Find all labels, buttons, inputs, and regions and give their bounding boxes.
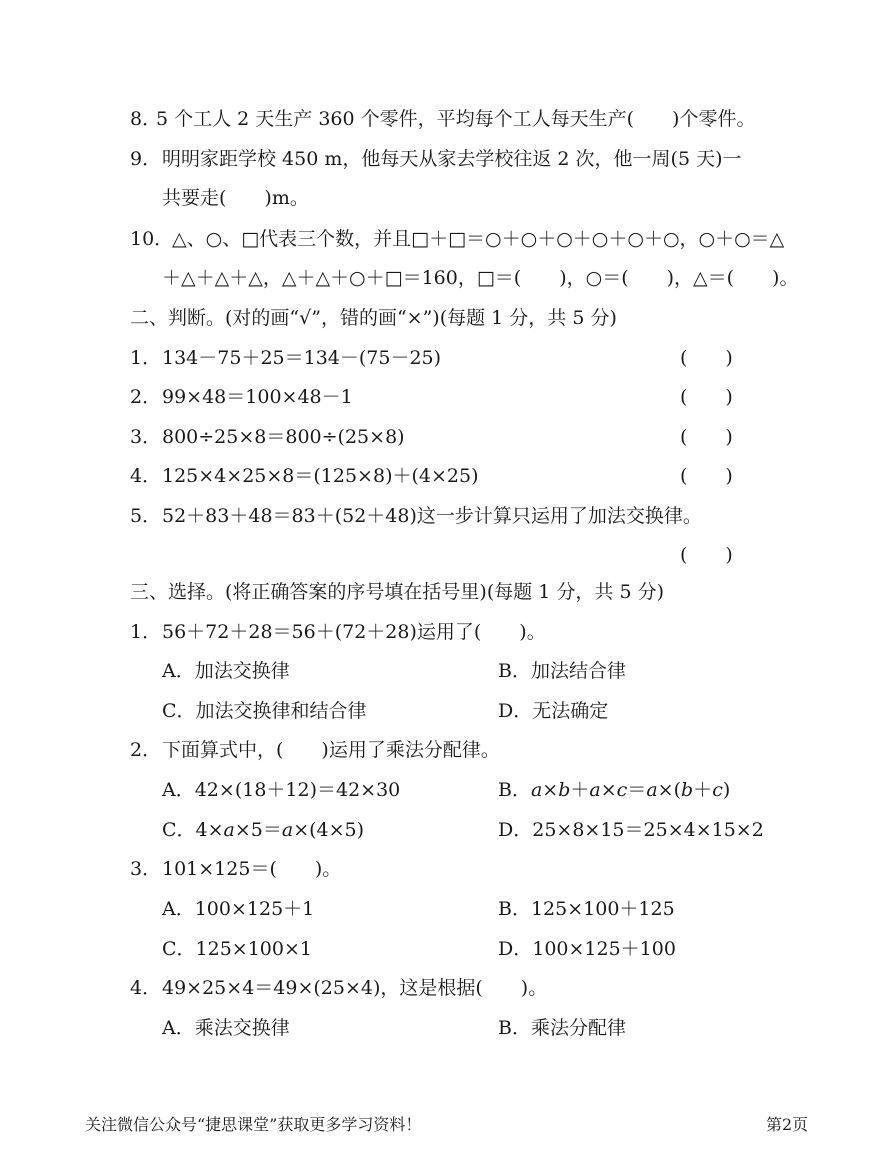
question-text: 52＋83＋48＝83＋(52＋48)这一步计算只运用了加法交换律。 — [162, 505, 702, 527]
question-text: 共要走( )m。 — [162, 187, 309, 209]
operator: × — [542, 779, 559, 801]
page-number: 第2页 — [766, 1115, 809, 1134]
section-heading-judge: 二、判断。(对的画“√”，错的画“×”)(每题 1 分，共 5 分) — [130, 307, 617, 329]
operator: ＋ — [570, 779, 590, 801]
operator: ＋ — [693, 779, 713, 801]
option-a[interactable]: A．加法交换律 — [162, 660, 290, 682]
question-text: 49×25×4＝49×(25×4)，这是根据( )。 — [162, 977, 548, 999]
answer-blank[interactable]: ( ) — [680, 426, 733, 448]
question-number: 3． — [130, 858, 162, 880]
section-heading-choice: 三、选择。(将正确答案的序号填在括号里)(每题 1 分，共 5 分) — [130, 581, 664, 603]
question-number: 8． — [130, 108, 162, 130]
question-text: ＋△＋△＋△，△＋△＋○＋□＝160，□＝( )，○＝( )，△＝( )。 — [162, 267, 799, 289]
variable-b: b — [681, 779, 694, 801]
question-number: 4． — [130, 977, 162, 999]
operator: ×( — [657, 779, 681, 801]
operator: ×(4×5) — [293, 819, 365, 841]
option-c[interactable]: C．125×100×1 — [162, 938, 312, 960]
question-text: 800÷25×8＝800÷(25×8) — [162, 426, 405, 448]
question-text: 125×4×25×8＝(125×8)＋(4×25) — [162, 465, 479, 487]
question-number: 5． — [130, 505, 162, 527]
option-c[interactable]: C．加法交换律和结合律 — [162, 700, 367, 722]
question-number: 3． — [130, 426, 162, 448]
option-b[interactable] — [498, 778, 730, 802]
variable-a: a — [589, 779, 601, 801]
question-text: 134－75＋25＝134－(75－25) — [162, 347, 442, 369]
question-number: 10． — [130, 228, 174, 250]
variable-c: c — [616, 779, 628, 801]
question-number: 9． — [130, 148, 162, 170]
answer-blank[interactable]: ( ) — [680, 386, 733, 408]
variable-a: a — [646, 779, 658, 801]
option-c[interactable] — [162, 818, 364, 842]
answer-blank[interactable]: ( ) — [680, 347, 733, 369]
question-text: 明明家距学校 450 m，他每天从家去学校往返 2 次，他一周(5 天)一 — [162, 148, 742, 170]
question-text: 下面算式中，( )运用了乘法分配律。 — [162, 739, 500, 761]
variable-c: c — [712, 779, 723, 801]
question-text: 101×125＝( )。 — [162, 858, 342, 880]
operator: ＝ — [627, 779, 647, 801]
option-b[interactable]: B．乘法分配律 — [498, 1017, 626, 1039]
option-b[interactable]: B．125×100＋125 — [498, 898, 675, 920]
question-number: 2． — [130, 739, 162, 761]
option-b[interactable]: B．加法结合律 — [498, 660, 626, 682]
option-c-label: C．4× — [162, 819, 224, 841]
question-text: △、○、□代表三个数，并且□＋□＝○＋○＋○＋○＋○＋○，○＋○＝△ — [172, 228, 785, 250]
option-a[interactable]: A．乘法交换律 — [162, 1017, 290, 1039]
variable-a: a — [530, 779, 543, 801]
operator: ) — [722, 779, 731, 801]
question-text: 99×48＝100×48－1 — [162, 386, 353, 408]
variable-a: a — [223, 819, 235, 841]
question-number: 1． — [130, 347, 162, 369]
question-number: 1． — [130, 621, 162, 643]
option-d[interactable]: D．25×8×15＝25×4×15×2 — [498, 819, 764, 841]
option-a[interactable]: A．42×(18＋12)＝42×30 — [162, 779, 401, 801]
question-number: 4． — [130, 465, 162, 487]
option-d[interactable]: D．无法确定 — [498, 700, 609, 722]
question-text: 56＋72＋28＝56＋(72＋28)运用了( )。 — [162, 621, 546, 643]
question-text: 5 个工人 2 天生产 360 个零件，平均每个工人每天生产( )个零件。 — [156, 108, 756, 130]
operator: ×5＝ — [234, 819, 282, 841]
variable-a: a — [281, 819, 294, 841]
answer-blank[interactable]: ( ) — [680, 544, 733, 566]
footer-promo: 关注微信公众号“捷思课堂”获取更多学习资料！ — [85, 1115, 422, 1134]
answer-blank[interactable]: ( ) — [680, 465, 733, 487]
variable-b: b — [558, 779, 571, 801]
option-b-label: B． — [498, 779, 531, 801]
option-d[interactable]: D．100×125＋100 — [498, 938, 676, 960]
operator: × — [600, 779, 617, 801]
question-number: 2． — [130, 386, 162, 408]
option-a[interactable]: A．100×125＋1 — [162, 898, 315, 920]
